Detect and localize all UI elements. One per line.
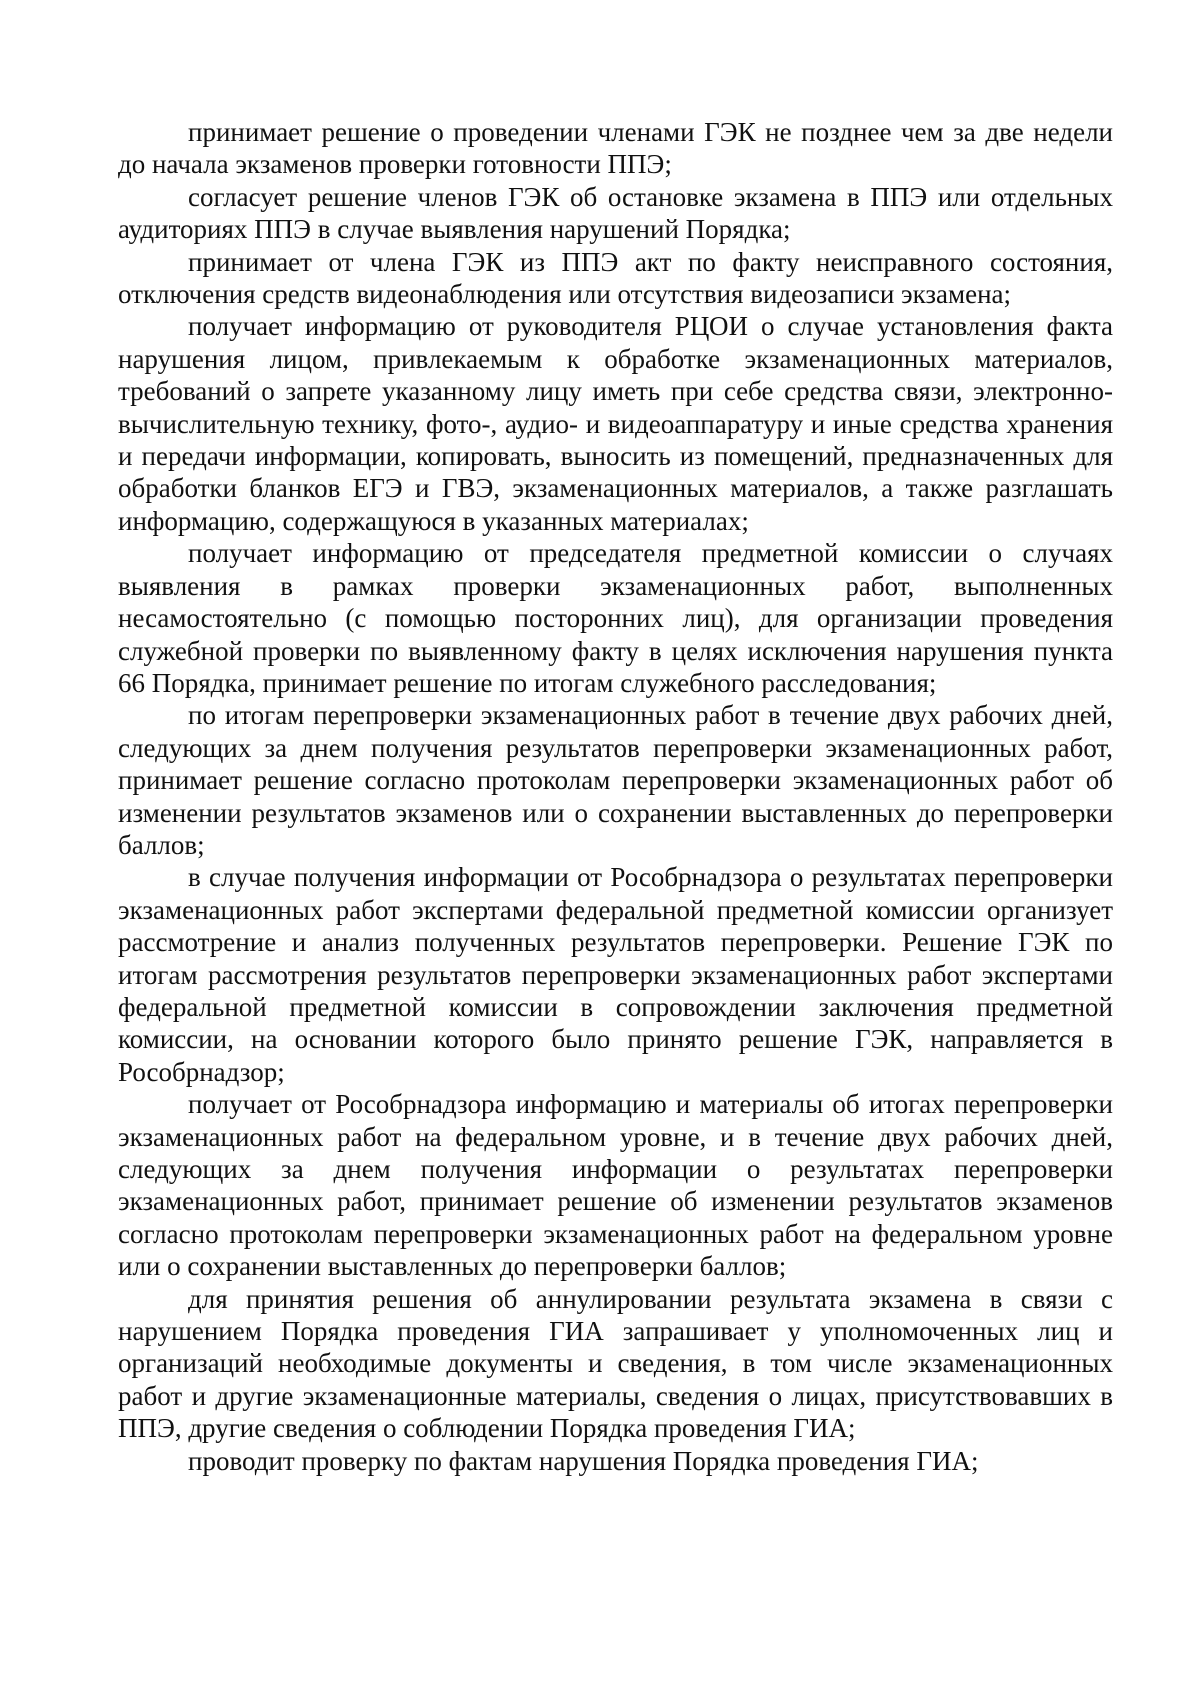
paragraph-9: для принятия решения об аннулировании результата экзамена в связи с нарушением Порядка проведения ГИА запрашивает у уполномоченных лиц и организаций необходимые документы и сведения, в том числе экзаменационных работ и другие экзаменационные материалы, сведения о лицах, присутствовавших в ППЭ, другие сведения о соблюдении Порядка проведения ГИА; (118, 1283, 1113, 1444)
paragraph-7: в случае получения информации от Рособрнадзора о результатах перепроверки экзаменационных работ экспертами федеральной предметной комиссии организует рассмотрение и анализ полученных результатов перепроверки. Решение ГЭК по итогам рассмотрения результатов перепроверки экзаменационных работ экспертами федеральной предметной комиссии в сопровождении заключения предметной комиссии, на основании которого было принято решение ГЭК, направляется в Рособрнадзор; (118, 862, 1113, 1087)
document-body (118, 116, 1113, 1477)
paragraph-10: проводит проверку по фактам нарушения Порядка проведения ГИА; (188, 1445, 979, 1476)
paragraph-4: получает информацию от руководителя РЦОИ о случае установления факта нарушения лицом, привлекаемым к обработке экзаменационных материалов, требований о запрете указанному лицу иметь при себе средства связи, электронно-вычислительную технику, фото-, аудио- и видеоаппаратуру и иные средства хранения и передачи информации, копировать, выносить из помещений, предназначенных для обработки бланков ЕГЭ и ГВЭ, экзаменационных материалов, а также разглашать информацию, содержащуюся в указанных материалах; (118, 311, 1113, 536)
paragraph-2: согласует решение членов ГЭК об остановке экзамена в ППЭ или отдельных аудиториях ППЭ в случае выявления нарушений Порядка; (118, 181, 1113, 245)
paragraph-1: принимает решение о проведении членами ГЭК не позднее чем за две недели до начала экзаменов проверки готовности ППЭ; (118, 117, 1113, 180)
paragraph-3: принимает от члена ГЭК из ППЭ акт по факту неисправного состояния, отключения средств видеонаблюдения или отсутствия видеозаписи экзамена; (118, 246, 1113, 310)
paragraph-5: получает информацию от председателя предметной комиссии о случаях выявления в рамках проверки экзаменационных работ, выполненных несамостоятельно (с помощью посторонних лиц), для организации проведения служебной проверки по выявленному факту в целях исключения нарушения пункта 66 Порядка, принимает решение по итогам служебного расследования; (118, 538, 1113, 698)
paragraph-8: получает от Рособрнадзора информацию и материалы об итогах перепроверки экзаменационных работ на федеральном уровне, и в течение двух рабочих дней, следующих за днем получения информации о результатах перепроверки экзаменационных работ, принимает решение об изменении результатов экзаменов согласно протоколам перепроверки экзаменационных работ на федеральном уровне или о сохранении выставленных до перепроверки баллов; (118, 1089, 1113, 1282)
paragraph-6: по итогам перепроверки экзаменационных работ в течение двух рабочих дней, следующих за днем получения результатов перепроверки экзаменационных работ, принимает решение согласно протоколам перепроверки экзаменационных работ об изменении результатов экзаменов или о сохранении выставленных до перепроверки баллов; (118, 700, 1113, 860)
